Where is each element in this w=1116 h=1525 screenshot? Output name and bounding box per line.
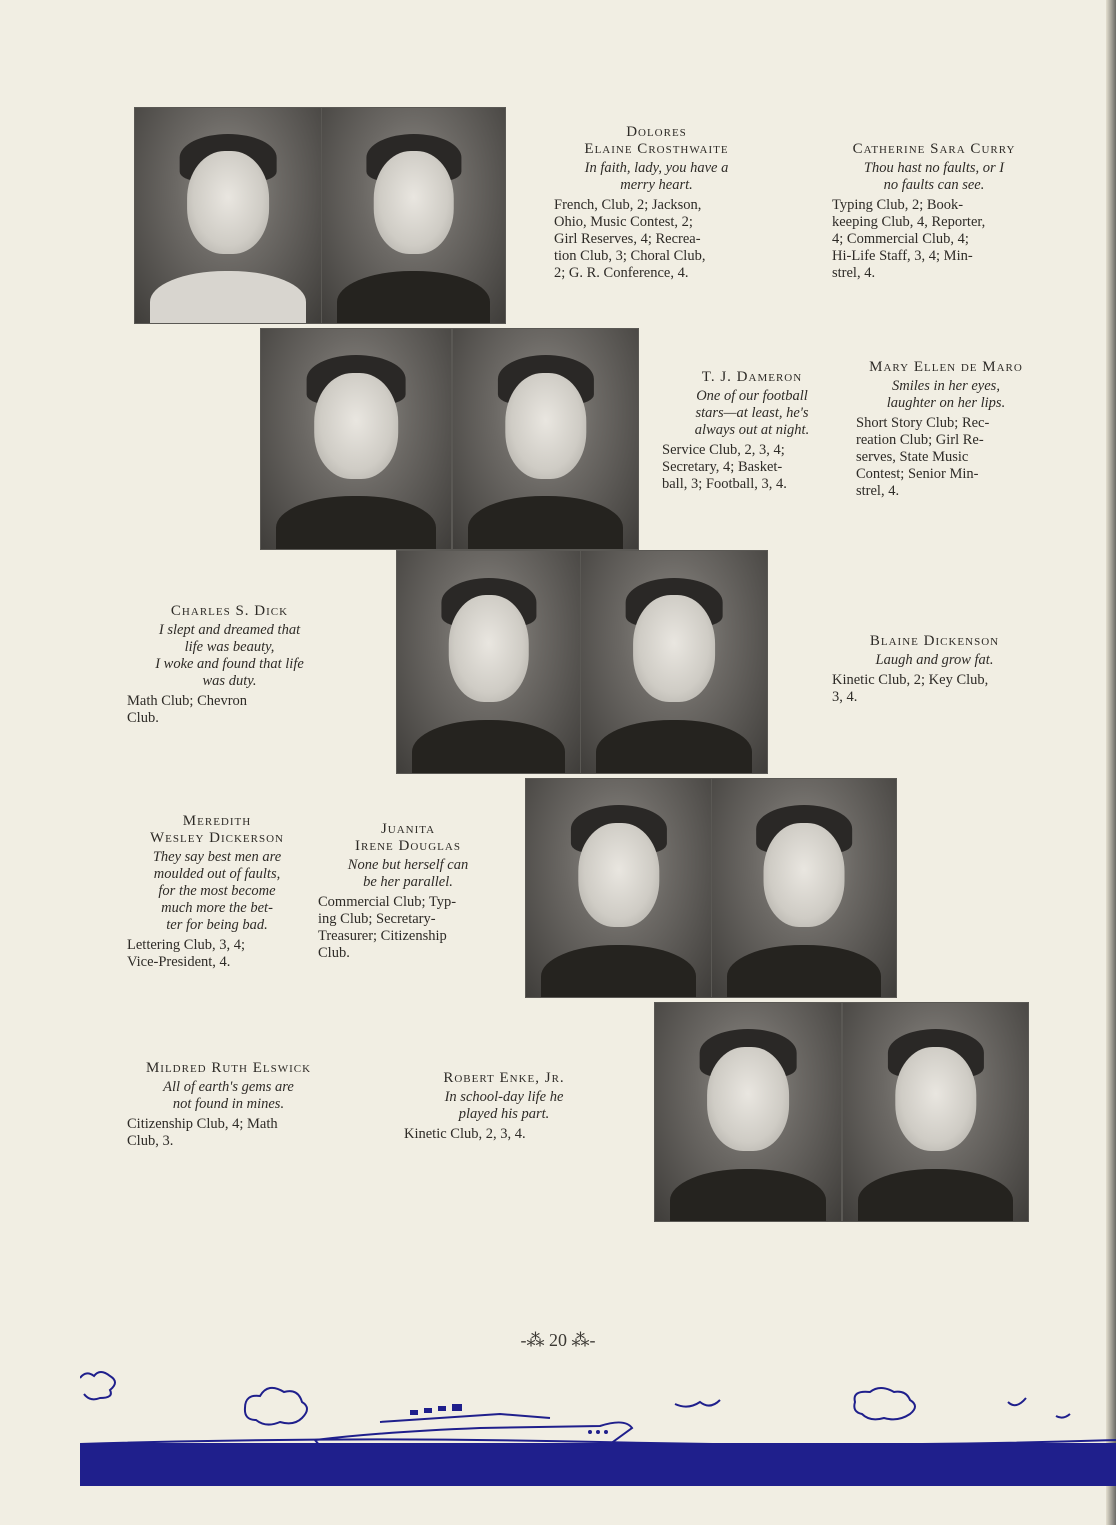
porthole (588, 1430, 592, 1434)
senior-entry (662, 369, 842, 493)
ship-funnel (452, 1404, 462, 1411)
portrait-photo-dick (396, 550, 581, 774)
student-motto: They say best men are moulded out of faults, for the most become much more the bet- ter for being bad. (152, 849, 282, 933)
porthole (604, 1430, 608, 1434)
senior-entry (554, 124, 759, 282)
student-motto: In faith, lady, you have a merry heart. (584, 160, 729, 193)
senior-entry (127, 1060, 330, 1150)
student-name: Mary Ellen de Maro (869, 359, 1023, 375)
student-activities: Math Club; Chevron Club. (127, 693, 248, 726)
senior-entry (832, 633, 1037, 706)
student-name: Catherine Sara Curry (852, 141, 1016, 157)
student-activities: Short Story Club; Rec- reation Club; Girl Re- serves, State Music Contest; Senior Min- strel, 4. (856, 415, 990, 499)
student-activities: Kinetic Club, 2; Key Club, 3, 4. (832, 672, 989, 705)
portrait-photo-douglas (711, 778, 897, 998)
student-activities: Typing Club, 2; Book- keeping Club, 4, Reporter, 4; Commercial Club, 4; Hi-Life Staff, 3, 4; Min- strel, 4. (832, 197, 986, 281)
portrait-photo-dickerson (525, 778, 712, 998)
portrait-photo-dickenson (580, 550, 768, 774)
student-motto: In school-day life he played his part. (444, 1089, 564, 1122)
cloud-icon (80, 1372, 115, 1399)
student-motto: I slept and dreamed that life was beauty, I woke and found that life was duty. (155, 622, 304, 689)
porthole (596, 1430, 600, 1434)
senior-entry (404, 1070, 604, 1143)
student-motto: Smiles in her eyes, laughter on her lips. (886, 378, 1006, 411)
portrait-photo-dameron (260, 328, 452, 550)
ship-window (410, 1410, 418, 1415)
cloud-icon (854, 1388, 915, 1419)
ship-deck (380, 1414, 550, 1422)
portrait-photo-elswick (654, 1002, 842, 1222)
senior-entry (127, 603, 332, 727)
student-activities: Service Club, 2, 3, 4; Secretary, 4; Basket- ball, 3; Football, 3, 4. (662, 442, 787, 492)
student-name: Charles S. Dick (170, 603, 289, 619)
student-activities: French, Club, 2; Jackson, Ohio, Music Contest, 2; Girl Reserves, 4; Recrea- tion Club, 3; Choral Club, 2; G. R. Conference, 4. (554, 197, 706, 281)
student-name: Robert Enke, Jr. (443, 1070, 565, 1086)
student-name: Meredith Wesley Dickerson (150, 813, 284, 846)
page-number: -⁂ 20 ⁂- (520, 1330, 596, 1350)
ship-window (438, 1406, 446, 1411)
cloud-icon (245, 1388, 307, 1425)
ocean-liner-banner (80, 1366, 1116, 1486)
student-activities: Citizenship Club, 4; Math Club, 3. (127, 1116, 278, 1149)
senior-entry (832, 141, 1036, 282)
student-activities: Kinetic Club, 2, 3, 4. (404, 1126, 526, 1142)
bird-icon (1008, 1398, 1026, 1405)
ocean-band (80, 1443, 1116, 1486)
portrait-photo-enke (842, 1002, 1029, 1222)
portrait-photo-crosthwaite (134, 107, 322, 324)
student-activities: Lettering Club, 3, 4; Vice-President, 4. (127, 937, 245, 970)
student-name: Juanita Irene Douglas (355, 821, 461, 854)
senior-entry (127, 813, 307, 971)
student-motto: Laugh and grow fat. (875, 652, 994, 668)
ship-window (424, 1408, 432, 1413)
senior-entry (856, 359, 1036, 500)
student-motto: None but herself can be her parallel. (347, 857, 469, 890)
student-name: Blaine Dickenson (869, 633, 1000, 649)
cloud-icon (675, 1400, 720, 1407)
student-motto: All of earth's gems are not found in mines. (163, 1079, 294, 1112)
senior-entry (318, 821, 498, 962)
portrait-photo-de-maro (452, 328, 639, 550)
bird-icon (1056, 1414, 1070, 1418)
portrait-photo-curry (321, 107, 506, 324)
student-name: Mildred Ruth Elswick (145, 1060, 312, 1076)
page-edge (1106, 0, 1116, 1525)
student-name: Dolores Elaine Crosthwaite (584, 124, 729, 157)
student-motto: One of our football stars—at least, he's always out at night. (694, 388, 810, 438)
student-motto: Thou hast no faults, or I no faults can see. (863, 160, 1005, 193)
student-name: T. J. Dameron (701, 369, 803, 385)
student-activities: Commercial Club; Typ- ing Club; Secretary- Treasurer; Citizenship Club. (318, 894, 457, 961)
